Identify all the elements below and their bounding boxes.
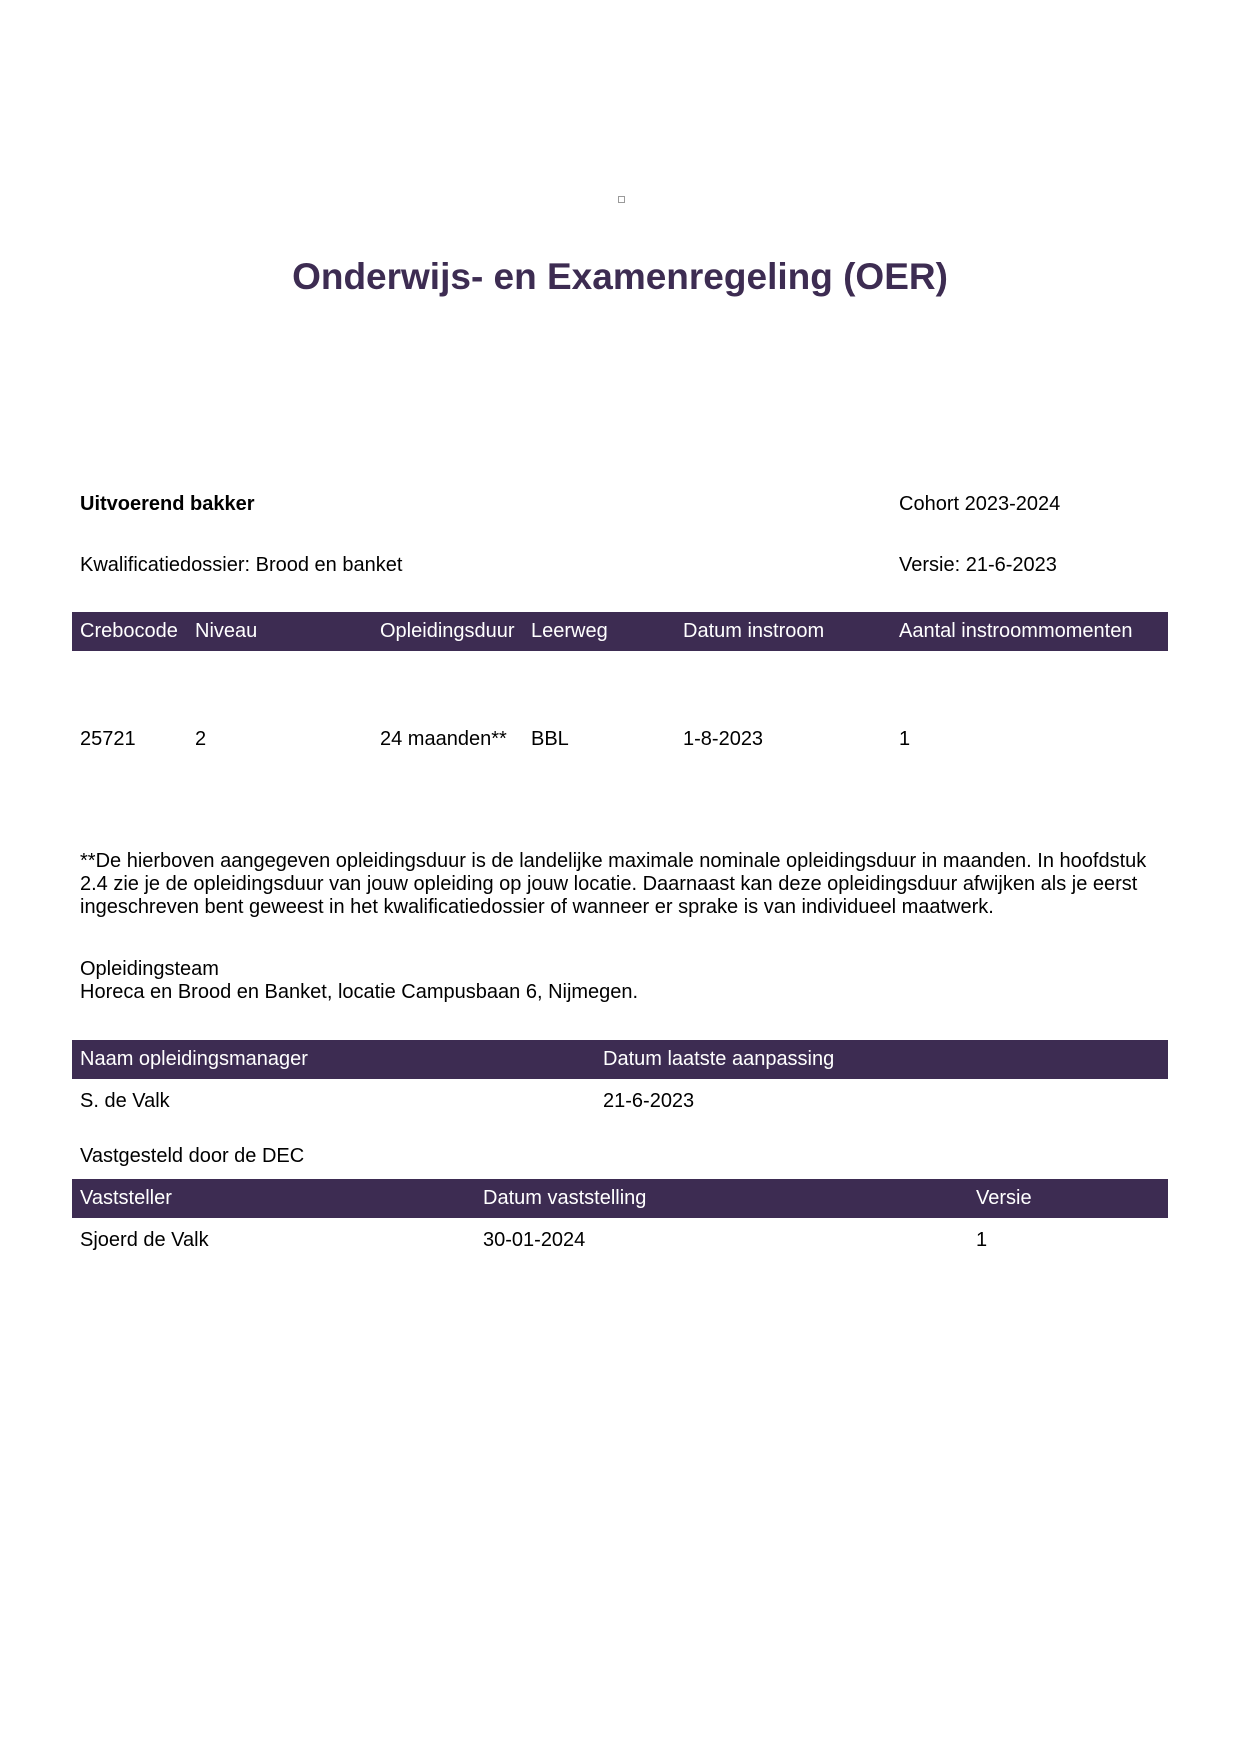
cell-crebocode: 25721: [80, 728, 136, 750]
document-title: Onderwijs- en Examenregeling (OER): [292, 256, 948, 297]
footnote: **De hierboven aangegeven opleidingsduur is de landelijke maximale nominale opleidingsduur in maanden. In hoofdstuk 2.4 zie je de opleidingsduur van jouw opleiding op jouw locatie. Daarnaast kan deze opleidingsduur afwijken als je eerst ingeschreven bent geweest in het kwalificatiedossier of wanneer er sprake is van individueel maatwerk.: [80, 850, 1147, 918]
cell-versie: 1: [976, 1229, 988, 1251]
cell-manager-name: S. de Valk: [80, 1090, 170, 1112]
manager-table-header: [72, 1040, 1168, 1079]
version-date: Versie: 21-6-2023: [899, 554, 1057, 576]
cohort: Cohort 2023-2024: [899, 493, 1061, 515]
header-datum-laatste-aanpassing: Datum laatste aanpassing: [603, 1048, 835, 1070]
cell-leerweg: BBL: [531, 728, 569, 750]
team-block: [80, 958, 638, 1004]
header-naam-opleidingsmanager: Naam opleidingsmanager: [80, 1048, 308, 1070]
header-leerweg: Leerweg: [531, 620, 608, 642]
header-aantal-instroommomenten: Aantal instroommomenten: [899, 620, 1133, 642]
header-datum-vaststelling: Datum vaststelling: [483, 1187, 647, 1209]
team-value: Horeca en Brood en Banket, locatie Campusbaan 6, Nijmegen.: [80, 981, 639, 1003]
cell-opleidingsduur: 24 maanden**: [380, 728, 507, 750]
header-datum-instroom: Datum instroom: [683, 620, 825, 642]
course-table-header: [72, 612, 1168, 651]
header-niveau: Niveau: [195, 620, 258, 642]
dec-table-header: [72, 1179, 1168, 1218]
cell-last-change-date: 21-6-2023: [603, 1090, 695, 1112]
program-name: Uitvoerend bakker: [80, 493, 255, 515]
image-placeholder-icon: [618, 196, 625, 203]
header-opleidingsduur: Opleidingsduur: [380, 620, 515, 642]
cell-vaststeller: Sjoerd de Valk: [80, 1229, 209, 1251]
qualification-file: Kwalificatiedossier: Brood en banket: [80, 554, 403, 576]
team-label: Opleidingsteam: [80, 958, 219, 980]
dec-label: Vastgesteld door de DEC: [80, 1145, 305, 1167]
header-crebocode: Crebocode: [80, 620, 178, 642]
header-vaststeller: Vaststeller: [80, 1187, 172, 1209]
cell-niveau: 2: [195, 728, 207, 750]
header-versie: Versie: [976, 1187, 1032, 1209]
cell-aantal-instroommomenten: 1: [899, 728, 911, 750]
cell-datum-vaststelling: 30-01-2024: [483, 1229, 586, 1251]
cell-datum-instroom: 1-8-2023: [683, 728, 764, 750]
